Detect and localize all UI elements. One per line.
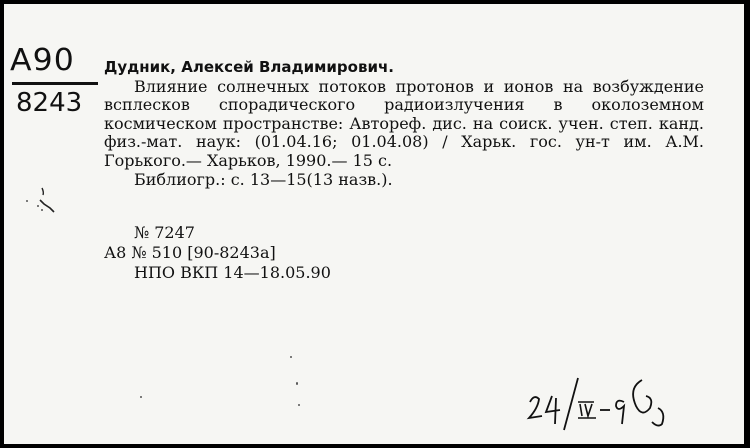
accession-number: 8243 [16,88,83,118]
paper-speck [140,396,142,398]
call-number-divider [12,82,98,85]
author-name: Дудник, Алексей Владимирович. [104,58,394,76]
a8-number: А8 № 510 [90-8243а] [104,243,276,262]
bibliographic-entry [104,58,704,189]
npo-vkp-line: НПО ВКП 14—18.05.90 [134,263,331,282]
bibliography-note: Библиогр.: с. 13—15(13 назв.). [134,169,393,189]
registration-block [104,223,331,283]
shelf-mark: А90 [10,43,75,78]
paper-speck [26,200,28,202]
catalog-card [4,4,744,444]
work-description: Влияние солнечных потоков протонов и ионов на возбуждение всплесков спорадического радиоизлучения в околоземном космическом пространстве: Автореф. дис. на соиск. учен. степ. канд. физ.-мат. наук: (01.04.16; 01.04.08) / Харьк. гос. ун-т им. А.М. Горького.— Харьков, 1990.— 15 с. [104,76,704,170]
margin-checkmark [34,186,58,216]
paper-speck [290,356,292,358]
call-number [10,44,106,117]
paper-speck [298,404,300,406]
handwritten-date [524,372,684,436]
registration-number: № 7247 [134,223,195,242]
paper-speck [296,382,298,385]
